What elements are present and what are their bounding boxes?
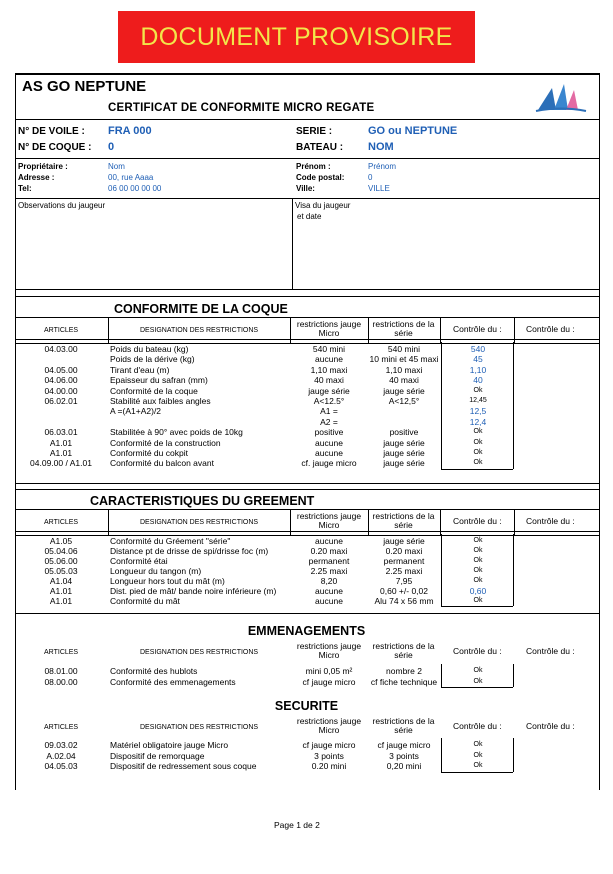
row-article: A1.01 <box>49 586 73 596</box>
row-control-value[interactable]: Ok <box>473 449 483 456</box>
row-serie-restriction: 0,20 mini <box>386 761 422 771</box>
owner-label: Propriétaire : <box>18 162 68 171</box>
row-jauge-restriction: A<12.5° <box>313 396 345 406</box>
column-header-control-2: Contrôle du : <box>526 721 575 731</box>
row-article: 05.04.06 <box>44 546 78 556</box>
column-header-jauge-2: Micro <box>318 725 340 735</box>
row-serie-restriction: 2.25 maxi <box>385 566 423 576</box>
city-value: VILLE <box>368 184 390 193</box>
column-header-serie-2: série <box>394 328 413 338</box>
column-header-jauge-2: Micro <box>318 520 340 530</box>
row-jauge-restriction: aucune <box>315 536 343 546</box>
column-header-control-2: Contrôle du : <box>526 646 575 656</box>
control-box-bottom <box>441 772 513 773</box>
row-article: A1.05 <box>49 536 73 546</box>
row-article: A1.01 <box>49 448 73 458</box>
row-designation: Conformité de la construction <box>110 437 221 448</box>
row-article: 04.06.00 <box>44 375 78 386</box>
row-designation: Conformité du balcon avant <box>110 458 214 469</box>
column-header-jauge: restrictions jauge <box>296 511 362 521</box>
row-control-value[interactable]: Ok <box>473 557 483 564</box>
section-title-securite: SECURITE <box>274 699 339 713</box>
row-control-value[interactable]: Ok <box>473 547 483 554</box>
row-article: 08.00.00 <box>44 676 78 687</box>
row-serie-restriction: 0.20 maxi <box>385 546 423 556</box>
address-value: 00, rue Aaaa <box>108 173 154 182</box>
column-header-serie-2: série <box>394 520 413 530</box>
row-control-value[interactable]: Ok <box>473 438 483 446</box>
row-designation: Distance pt de drisse de spi/drisse foc (m) <box>110 546 269 556</box>
row-designation: A =(A1+A2)/2 <box>110 406 162 417</box>
postal-code-value: 0 <box>368 173 373 182</box>
row-jauge-restriction: permanent <box>308 556 350 566</box>
row-designation: Stabilité aux faibles angles <box>110 396 211 406</box>
row-jauge-restriction: 2.25 maxi <box>310 566 348 576</box>
section-title-greement: CARACTERISTIQUES DU GREEMENT <box>90 494 315 508</box>
row-serie-restriction: permanent <box>383 556 425 566</box>
phone-value: 06 00 00 00 00 <box>108 184 162 193</box>
row-control-value[interactable]: Ok <box>473 597 483 604</box>
row-control-value[interactable]: 40 <box>473 375 483 386</box>
column-header-serie: restrictions de la <box>372 511 435 521</box>
control-box-bottom <box>441 687 513 688</box>
certificate-subtitle: CERTIFICAT DE CONFORMITE MICRO REGATE <box>108 102 375 114</box>
row-control-value[interactable]: Ok <box>473 537 483 544</box>
row-control-value[interactable]: 1,10 <box>469 364 487 375</box>
row-article: 04.03.00 <box>44 344 78 354</box>
section-title-emmenagements: EMMENAGEMENTS <box>247 624 366 638</box>
row-jauge-restriction: 0.20 mini <box>311 761 347 771</box>
hull-number-value: 0 <box>108 141 115 153</box>
row-article: 04.05.00 <box>44 364 78 375</box>
row-serie-restriction: 10 mini et 45 maxi <box>369 354 439 365</box>
control-box-bottom <box>441 606 513 607</box>
column-header-articles: ARTICLES <box>44 519 79 526</box>
row-jauge-restriction: positive <box>314 427 344 438</box>
column-header-control-2: Contrôle du : <box>526 324 575 334</box>
row-article: A1.01 <box>49 596 73 606</box>
row-jauge-restriction: A1 = <box>320 406 338 417</box>
row-control-value[interactable]: 12,5 <box>469 406 487 417</box>
series-label: SERIE : <box>296 126 333 137</box>
row-jauge-restriction: 1,10 maxi <box>310 364 348 375</box>
row-control-value[interactable]: 540 <box>470 344 486 354</box>
postal-code-label: Code postal: <box>296 173 345 182</box>
row-designation: Dist. pied de mât/ bande noire inférieure (m) <box>110 586 277 596</box>
row-control-value[interactable]: Ok <box>473 577 483 584</box>
row-control-value[interactable]: Ok <box>473 667 483 674</box>
row-jauge-restriction: cf jauge micro <box>302 740 356 750</box>
firstname-value: Prénom <box>368 162 397 171</box>
row-designation: Longueur du tangon (m) <box>110 566 202 576</box>
phone-label: Tel: <box>18 184 32 193</box>
row-designation: Poids du bateau (kg) <box>110 344 189 354</box>
row-designation: Dispositif de redressement sous coque <box>110 761 257 771</box>
row-control-value[interactable]: Ok <box>473 567 483 574</box>
row-jauge-restriction: A2 = <box>320 416 338 427</box>
column-header-serie-2: série <box>394 725 413 735</box>
row-article: 09.03.02 <box>44 740 78 750</box>
row-designation: Conformité des hublots <box>110 666 198 676</box>
row-article: 06.02.01 <box>44 396 78 406</box>
row-jauge-restriction: 540 mini <box>312 344 346 354</box>
visa-label-2: et date <box>297 212 322 221</box>
control-box-bottom <box>441 469 513 470</box>
row-control-value[interactable]: 0,60 <box>469 586 487 596</box>
column-header-serie-2: série <box>394 650 413 660</box>
column-header-jauge-2: Micro <box>318 328 340 338</box>
row-serie-restriction: nombre 2 <box>386 666 422 676</box>
row-jauge-restriction: mini 0,05 m² <box>305 666 353 676</box>
row-serie-restriction: jauge série <box>383 458 425 469</box>
row-jauge-restriction: 40 maxi <box>314 375 344 386</box>
owner-value: Nom <box>108 162 125 171</box>
row-control-value[interactable]: Ok <box>473 428 483 436</box>
column-header-control-1: Contrôle du : <box>453 646 502 656</box>
row-serie-restriction: positive <box>389 427 419 438</box>
observations-label: Observations du jaugeur <box>18 201 106 210</box>
column-header-jauge: restrictions jauge <box>296 716 362 726</box>
column-header-serie: restrictions de la <box>372 641 435 651</box>
row-serie-restriction: 40 maxi <box>389 375 419 386</box>
row-control-value[interactable]: 12,4 <box>469 416 487 427</box>
row-designation: Stabilitée à 90° avec poids de 10kg <box>110 427 243 438</box>
row-jauge-restriction: cf jauge micro <box>302 676 356 687</box>
row-jauge-restriction: cf. jauge micro <box>301 458 357 469</box>
row-designation: Longueur hors tout du mât (m) <box>110 576 225 586</box>
sail-number-value: FRA 000 <box>108 125 152 137</box>
boat-value: NOM <box>368 141 394 153</box>
row-jauge-restriction: aucune <box>315 448 343 458</box>
row-article: 04.00.00 <box>44 385 78 396</box>
column-header-control-1: Contrôle du : <box>453 516 502 526</box>
column-header-serie: restrictions de la <box>372 716 435 726</box>
row-control-value[interactable]: Ok <box>473 386 483 394</box>
row-designation: Matériel obligatoire jauge Micro <box>110 740 229 750</box>
row-designation: Conformité de la coque <box>110 385 198 396</box>
row-jauge-restriction: aucune <box>315 354 343 365</box>
row-article: A1.04 <box>49 576 73 586</box>
row-article: 05.05.03 <box>44 566 78 576</box>
row-jauge-restriction: 0.20 maxi <box>310 546 348 556</box>
column-header-jauge: restrictions jauge <box>296 641 362 651</box>
row-designation: Conformité du mât <box>110 596 180 606</box>
firstname-label: Prénom : <box>296 162 331 171</box>
row-article: 06.03.01 <box>44 427 78 438</box>
column-header-designation: DESIGNATION DES RESTRICTIONS <box>140 327 259 334</box>
provisional-banner: DOCUMENT PROVISOIRE <box>118 11 475 63</box>
column-header-control-1: Contrôle du : <box>453 324 502 334</box>
city-label: Ville: <box>296 184 315 193</box>
class-logo-icon <box>534 80 588 114</box>
column-header-serie: restrictions de la <box>372 319 435 329</box>
boat-label: BATEAU : <box>296 142 344 153</box>
row-jauge-restriction: 8,20 <box>320 576 338 586</box>
section-title-coque: CONFORMITE DE LA COQUE <box>114 302 288 316</box>
row-control-value[interactable]: Ok <box>473 751 483 759</box>
row-jauge-restriction: aucune <box>315 437 343 448</box>
row-article: 04.05.03 <box>44 761 78 771</box>
row-designation: Tirant d'eau (m) <box>110 364 170 375</box>
row-designation: Conformité du Gréement "série" <box>110 536 231 546</box>
column-header-jauge: restrictions jauge <box>296 319 362 329</box>
row-serie-restriction: 3 points <box>389 750 419 761</box>
row-control-value[interactable]: Ok <box>473 741 483 748</box>
column-header-control-1: Contrôle du : <box>453 721 502 731</box>
column-header-designation: DESIGNATION DES RESTRICTIONS <box>140 724 259 731</box>
sail-number-label: N° DE VOILE : <box>18 126 85 137</box>
column-header-designation: DESIGNATION DES RESTRICTIONS <box>140 519 259 526</box>
row-serie-restriction: A<12,5° <box>388 396 420 406</box>
row-article: 08.01.00 <box>44 666 78 676</box>
row-article: 05.06.00 <box>44 556 78 566</box>
row-article: A.02.04 <box>46 750 76 761</box>
row-serie-restriction: 0,60 +/- 0,02 <box>380 586 428 596</box>
row-control-value[interactable]: Ok <box>473 677 483 685</box>
row-serie-restriction: jauge série <box>383 536 425 546</box>
column-header-articles: ARTICLES <box>44 649 79 656</box>
row-designation: Poids de la dérive (kg) <box>110 354 195 365</box>
row-control-value[interactable]: 12,45 <box>469 397 487 404</box>
row-jauge-restriction: aucune <box>315 586 343 596</box>
row-designation: Conformité des emmenagements <box>110 676 236 687</box>
column-header-articles: ARTICLES <box>44 724 79 731</box>
row-jauge-restriction: aucune <box>315 596 343 606</box>
row-designation: Dispositif de remorquage <box>110 750 205 761</box>
row-control-value[interactable]: Ok <box>473 762 483 769</box>
row-jauge-restriction: jauge série <box>308 385 350 396</box>
row-serie-restriction: 1,10 maxi <box>385 364 423 375</box>
column-header-jauge-2: Micro <box>318 650 340 660</box>
row-serie-restriction: cf fiche technique <box>370 676 438 687</box>
row-serie-restriction: 540 mini <box>387 344 421 354</box>
page-number: Page 1 de 2 <box>274 820 320 830</box>
row-serie-restriction: jauge série <box>383 385 425 396</box>
row-serie-restriction: cf jauge micro <box>377 740 431 750</box>
column-header-designation: DESIGNATION DES RESTRICTIONS <box>140 649 259 656</box>
row-article: A1.01 <box>49 437 73 448</box>
row-serie-restriction: jauge série <box>383 448 425 458</box>
row-article: 04.09.00 / A1.01 <box>30 458 92 469</box>
row-serie-restriction: Alu 74 x 56 mm <box>374 596 434 606</box>
hull-number-label: N° DE COQUE : <box>18 142 92 153</box>
row-serie-restriction: 7,95 <box>395 576 413 586</box>
column-header-articles: ARTICLES <box>44 327 79 334</box>
row-jauge-restriction: 3 points <box>314 750 344 761</box>
address-label: Adresse : <box>18 173 55 182</box>
series-value: GO ou NEPTUNE <box>368 125 458 137</box>
row-control-value[interactable]: 45 <box>473 354 483 365</box>
row-designation: Conformité du cokpit <box>110 448 188 458</box>
row-serie-restriction: jauge série <box>383 437 425 448</box>
row-designation: Epaisseur du safran (mm) <box>110 375 208 386</box>
row-control-value[interactable]: Ok <box>473 459 483 467</box>
column-header-control-2: Contrôle du : <box>526 516 575 526</box>
page-title: AS GO NEPTUNE <box>22 78 147 95</box>
visa-label-1: Visa du jaugeur <box>295 201 351 210</box>
row-designation: Conformité étai <box>110 556 168 566</box>
